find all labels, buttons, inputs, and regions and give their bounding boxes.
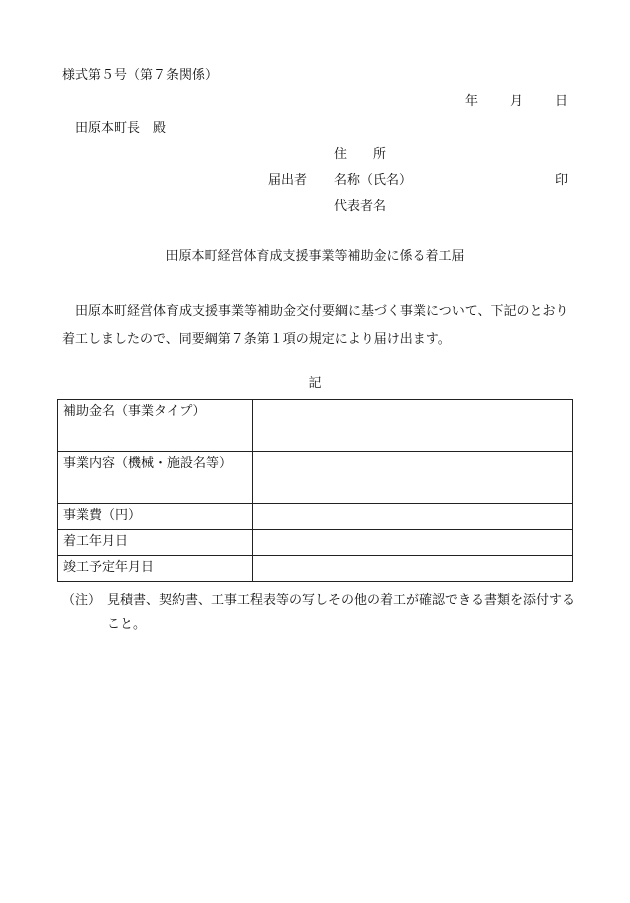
row-label-start-date: 着工年月日 bbox=[58, 530, 253, 556]
table-row bbox=[58, 504, 573, 530]
date-year-label: 年 bbox=[464, 94, 478, 109]
row-value-subsidy-name[interactable] bbox=[253, 400, 573, 452]
form-number: 様式第５号（第７条関係） bbox=[62, 68, 219, 83]
date-day-label: 日 bbox=[554, 94, 568, 109]
note-text: 見積書、契約書、工事工程表等の写しその他の着工が確認できる書類を添付すること。 bbox=[107, 593, 576, 632]
row-label-subsidy-name: 補助金名（事業タイプ） bbox=[58, 400, 253, 452]
table-row bbox=[58, 400, 573, 452]
applicant-name-label: 名称（氏名） bbox=[334, 173, 413, 188]
row-value-project-content[interactable] bbox=[253, 452, 573, 504]
body-text: 田原本町経営体育成支援事業等補助金交付要綱に基づく事業について、下記のとおり着工しましたので、同要綱第７条第１項の規定により届け出ます。 bbox=[62, 304, 569, 347]
row-label-completion-date: 竣工予定年月日 bbox=[58, 556, 253, 582]
applicant-role-label: 届出者 bbox=[268, 173, 308, 188]
note-prefix: （注） bbox=[62, 593, 102, 608]
row-label-project-cost: 事業費（円） bbox=[58, 504, 253, 530]
note bbox=[62, 589, 577, 637]
document-title: 田原本町経営体育成支援事業等補助金に係る着工届 bbox=[165, 249, 465, 264]
row-value-start-date[interactable] bbox=[253, 530, 573, 556]
seal-label: 印 bbox=[554, 173, 568, 188]
date-month-label: 月 bbox=[509, 94, 523, 109]
date-line bbox=[465, 94, 568, 110]
applicant-representative-label: 代表者名 bbox=[334, 199, 387, 214]
row-value-completion-date[interactable] bbox=[253, 556, 573, 582]
row-value-project-cost[interactable] bbox=[253, 504, 573, 530]
row-label-project-content: 事業内容（機械・施設名等） bbox=[58, 452, 253, 504]
table-row bbox=[58, 530, 573, 556]
details-table bbox=[57, 399, 573, 582]
ki-label: 記 bbox=[308, 376, 322, 391]
table-row bbox=[58, 452, 573, 504]
table-row bbox=[58, 556, 573, 582]
addressee: 田原本町長 殿 bbox=[75, 121, 167, 136]
applicant-address-label: 住 所 bbox=[334, 147, 387, 162]
